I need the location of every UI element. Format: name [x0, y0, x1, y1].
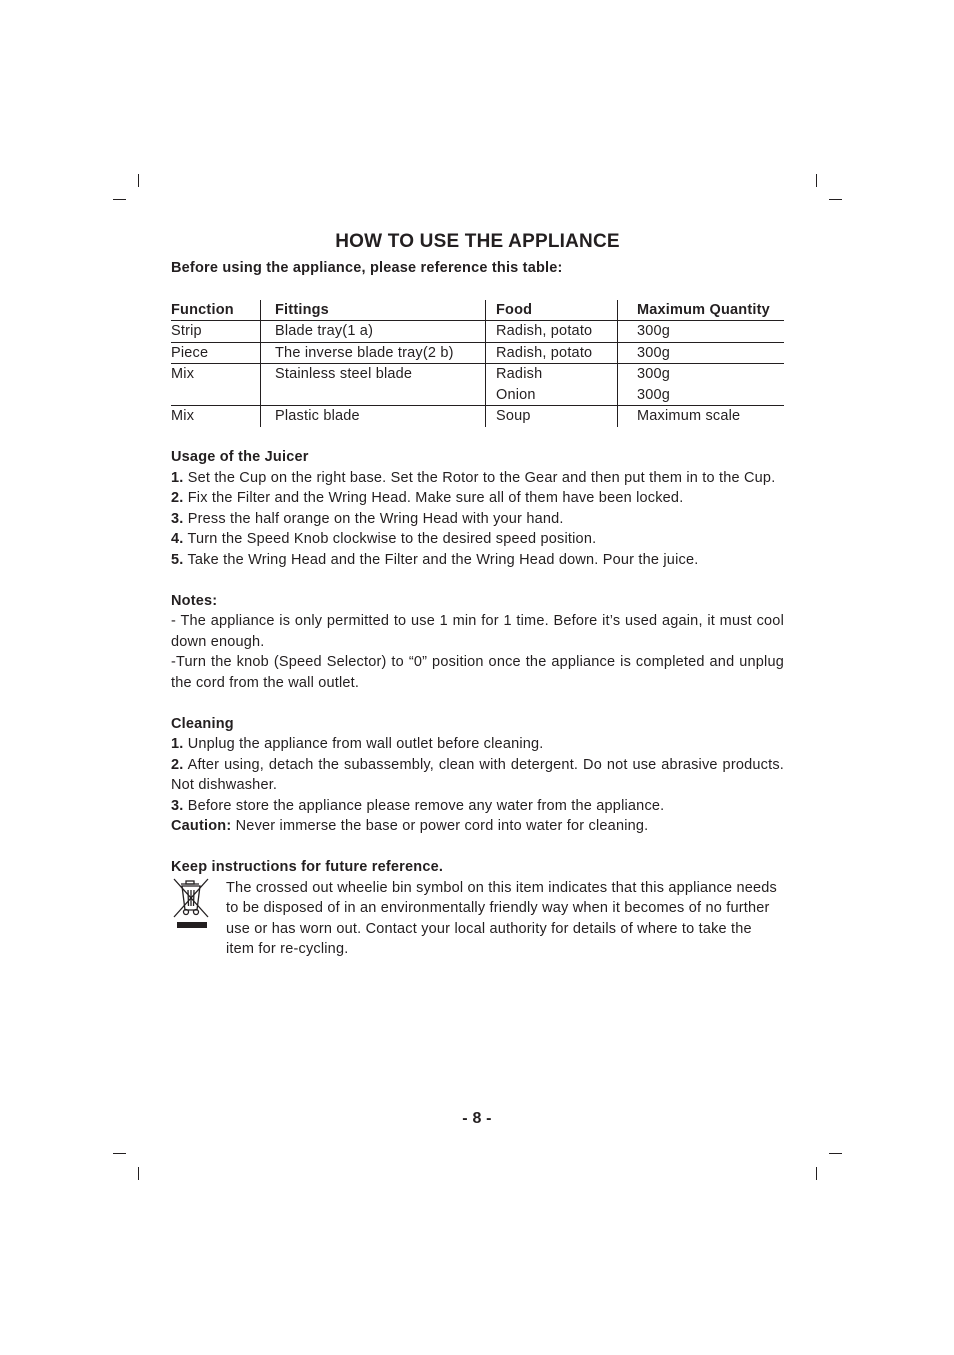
disposal-notice [171, 878, 784, 960]
cleaning-title: Cleaning [171, 715, 234, 732]
cell-function: Strip [171, 323, 202, 339]
step-number: 4. [171, 531, 184, 547]
crop-mark [829, 1153, 842, 1154]
cell-quantity: Maximum scale [618, 406, 785, 427]
usage-step [171, 550, 784, 571]
caution-text: Never immerse the base or power cord into water for cleaning. [235, 818, 649, 834]
usage-step [171, 509, 784, 530]
usage-title: Usage of the Juicer [171, 449, 309, 465]
table-row [171, 364, 784, 406]
fittings-table [171, 300, 784, 427]
cleaning-step [171, 755, 784, 796]
crop-mark [113, 1153, 126, 1154]
header-fittings: Fittings [261, 300, 486, 321]
step-text: After using, detach the subassembly, clean with detergent. Do not use abrasive products. Not dishwasher. [171, 756, 785, 793]
note-item: - The appliance is only permitted to use 1 min for 1 time. Before it’s used again, it must cool down enough. [171, 613, 784, 650]
cell-fittings: Blade tray(1 a) [261, 321, 486, 343]
notes-title: Notes: [171, 592, 218, 609]
page-title: HOW TO USE THE APPLIANCE [335, 231, 620, 252]
table-row [171, 406, 784, 427]
note-item: -Turn the knob (Speed Selector) to “0” position once the appliance is completed and unplug the cord from the wall outlet. [171, 654, 784, 691]
crop-mark [138, 1167, 139, 1180]
table-header-row [171, 300, 784, 321]
crop-mark [829, 199, 842, 200]
cleaning-step [171, 734, 784, 755]
disposal-text: The crossed out wheelie bin symbol on this item indicates that this appliance needs to be disposed of in an environmentally friendly way when it becomes of no further use or has worn out. Contact your local authority for details of where to take the item for re-cycling. [226, 879, 777, 957]
step-number: 2. [171, 490, 184, 506]
step-text: Press the half orange on the Wring Head with your hand. [187, 510, 564, 527]
step-number: 3. [171, 510, 184, 527]
table-row [171, 321, 784, 343]
page-content [171, 228, 784, 960]
cell-food [486, 364, 618, 406]
cell-fittings: Plastic blade [261, 406, 486, 427]
step-number: 1. [171, 736, 184, 752]
usage-step [171, 529, 784, 550]
cell-fittings: The inverse blade tray(2 b) [261, 342, 486, 364]
header-quantity: Maximum Quantity [618, 300, 785, 321]
step-number: 2. [171, 756, 184, 773]
crop-mark [816, 174, 817, 187]
cell-food: Soup [486, 406, 618, 427]
cell-food-line: Onion [496, 386, 536, 403]
crop-mark [138, 174, 139, 187]
cell-quantity [618, 364, 785, 406]
cell-quantity: 300g [618, 342, 785, 364]
cell-quantity-line: 300g [637, 386, 671, 403]
page-number: - 8 - [462, 1110, 492, 1127]
step-text: Turn the Speed Knob clockwise to the desired speed position. [187, 531, 597, 547]
cleaning-step [171, 796, 784, 817]
cell-quantity-line: 300g [637, 366, 671, 382]
usage-step [171, 468, 784, 489]
step-number: 1. [171, 469, 184, 486]
caution-label: Caution: [171, 818, 232, 834]
cell-quantity: 300g [618, 321, 785, 343]
step-text: Take the Wring Head and the Filter and the Wring Head down. Pour the juice. [187, 551, 699, 568]
table-row [171, 342, 784, 364]
cell-food: Radish, potato [486, 321, 618, 343]
step-text: Before store the appliance please remove any water from the appliance. [187, 797, 665, 814]
step-text: Fix the Filter and the Wring Head. Make sure all of them have been locked. [187, 490, 684, 506]
crossed-out-wheelie-bin-icon [171, 878, 226, 960]
cell-fittings: Stainless steel blade [261, 364, 486, 406]
usage-step [171, 488, 784, 509]
crop-mark [816, 1167, 817, 1180]
header-food: Food [486, 300, 618, 321]
step-number: 5. [171, 551, 184, 568]
step-number: 3. [171, 797, 184, 814]
header-function: Function [171, 301, 234, 318]
caution-line [171, 816, 784, 837]
step-text: Set the Cup on the right base. Set the Rotor to the Gear and then put them in to the Cup. [183, 469, 776, 486]
step-text: Unplug the appliance from wall outlet before cleaning. [187, 736, 544, 752]
crop-mark [113, 199, 126, 200]
cell-function: Mix [171, 408, 195, 424]
cell-function: Piece [171, 344, 209, 361]
keep-title: Keep instructions for future reference. [171, 859, 444, 875]
cell-food: Radish, potato [486, 342, 618, 364]
cell-food-line: Radish [496, 366, 543, 382]
table-intro: Before using the appliance, please reference this table: [171, 260, 563, 276]
cell-function: Mix [171, 366, 195, 382]
